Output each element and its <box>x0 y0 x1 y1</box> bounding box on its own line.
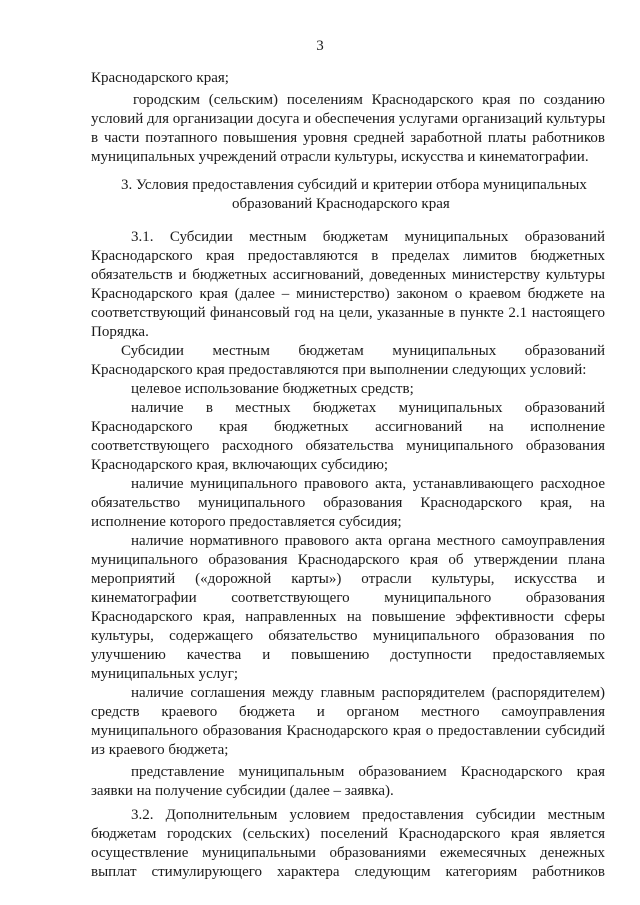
text-line: целевое использование бюджетных средств; <box>131 381 414 397</box>
text-line: условий для организации досуга и обеспечения услугами организаций культуры <box>91 111 606 127</box>
text-line: соответствующий финансовый год на цели, указанные в пункте 2.1 настоящего <box>91 305 605 321</box>
text-line: муниципальных услуг; <box>91 666 239 682</box>
text-line: осуществление муниципальными образованиями ежемесячных денежных <box>91 845 605 861</box>
text-line: в части поэтапного повышения уровня средней заработной платы работников <box>91 130 605 146</box>
text-line: улучшению качества и повышению доступности предоставляемых <box>91 647 605 663</box>
text-line: 3.2. Дополнительным условием предоставления субсидии местным <box>131 807 605 823</box>
text-line: Краснодарского края бюджетных ассигнований на исполнение <box>91 419 605 435</box>
text-line: средств краевого бюджета и органом местного самоуправления <box>91 704 605 720</box>
text-line: муниципальных учреждений отрасли культуры, искусства и кинематографии. <box>91 149 589 165</box>
text-line: городским (сельским) поселениям Краснодарского края по созданию <box>133 92 605 108</box>
text-line: муниципального образования Краснодарского края о предоставлении субсидий <box>91 723 605 739</box>
text-line: исполнение которого предоставляется субсидия; <box>91 514 402 530</box>
text-line: бюджетам городских (сельских) поселений Краснодарского края является <box>91 826 605 842</box>
text-line: выплат стимулирующего характера следующим категориям работников <box>91 864 605 880</box>
text-line: наличие в местных бюджетах муниципальных образований <box>131 400 605 416</box>
section-heading: образований Краснодарского края <box>232 196 450 212</box>
text-line: заявки на получение субсидии (далее – заявка). <box>91 783 394 799</box>
text-line: кинематографии соответствующего муниципального образования <box>91 590 605 606</box>
text-line: Краснодарского края, направленных на повышение эффективности сферы <box>91 609 605 625</box>
text-line: Краснодарского края, включающих субсидию; <box>91 457 389 473</box>
text-line: из краевого бюджета; <box>91 742 229 758</box>
text-line: Краснодарского края предоставляются при выполнении следующих условий: <box>91 362 587 378</box>
text-line: муниципального образования Краснодарского края об утверждении плана <box>91 552 605 568</box>
text-line: соответствующего расходного обязательства муниципального образования <box>91 438 605 454</box>
text-line: наличие муниципального правового акта, устанавливающего расходное <box>131 476 605 492</box>
text-line: Краснодарского края (далее – министерство) законом о краевом бюджете на <box>91 286 605 302</box>
section-heading: 3. Условия предоставления субсидий и критерии отбора муниципальных <box>121 177 587 193</box>
text-line: обязательство муниципального образования Краснодарского края, на <box>91 495 605 511</box>
text-line: культуры, содержащего обязательство муниципального образования по <box>91 628 605 644</box>
page-number: 3 <box>316 38 324 54</box>
text-line: Субсидии местным бюджетам муниципальных образований <box>121 343 605 359</box>
text-line: наличие соглашения между главным распорядителем (распорядителем) <box>131 685 605 701</box>
text-line: Краснодарского края; <box>91 70 229 86</box>
text-line: наличие нормативного правового акта органа местного самоуправления <box>131 533 605 549</box>
text-line: мероприятий («дорожной карты») отрасли культуры, искусства и <box>91 571 605 587</box>
text-line: 3.1. Субсидии местным бюджетам муниципальных образований <box>131 229 605 245</box>
text-line: обязательств и бюджетных ассигнований, доведенных министерству культуры <box>91 267 605 283</box>
text-line: представление муниципальным образованием Краснодарского края <box>131 764 605 780</box>
text-line: Порядка. <box>91 324 149 340</box>
text-line: Краснодарского края предоставляются в пределах лимитов бюджетных <box>91 248 605 264</box>
